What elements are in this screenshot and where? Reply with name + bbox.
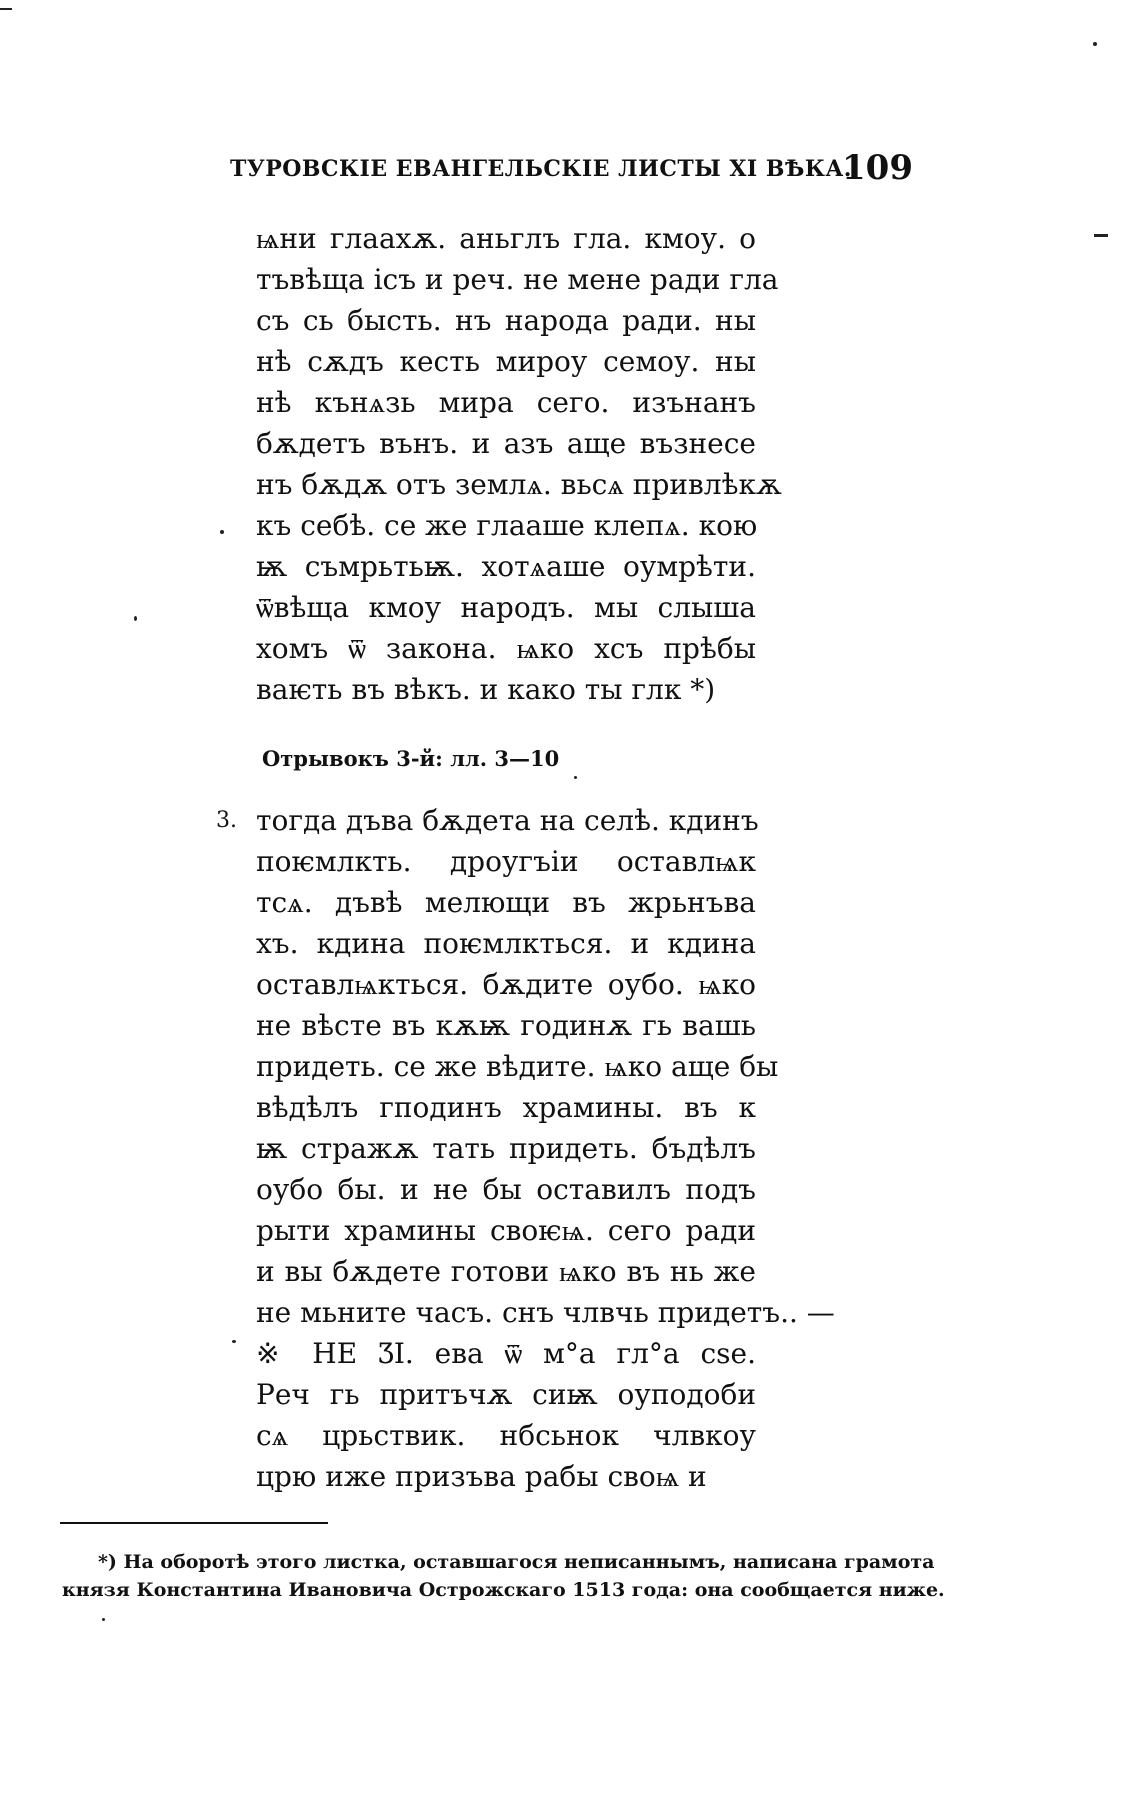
scan-speck [134,616,137,621]
text-line: тъвѣща ісъ и реч. не мене ради гла [256,263,779,296]
text-line: ваѥть въ вѣкъ. и како ты глк *) [256,673,716,706]
text-line: не вѣсте въ кѫѭ годинѫ гь вашь [256,1009,756,1042]
text-line: поѥмлкть. дроугъіи оставлѩк [256,845,756,878]
text-line: црю иже призъва рабы своѩ и [256,1460,707,1493]
text-line: сѧ црьствик. нбсьнок члвкоу [256,1419,756,1452]
scan-speck [1093,42,1097,46]
text-line: нѣ сѫдъ кесть мироу семоу. ны [256,345,756,378]
text-line: къ себѣ. се же глааше клепѧ. кою [256,509,758,542]
text-line: ※ НЕ ƷІ. ева ѿ м°а гл°а сѕе. [256,1337,756,1370]
scan-speck [102,1618,105,1621]
text-line: ѿвѣща кмоу народъ. мы слыша [256,591,756,624]
text-line: тогда дъва бѫдета на селѣ. кдинъ [256,804,759,837]
verse-number: 3. [216,808,237,833]
scan-mark [0,8,12,10]
text-line: придеть. се же вѣдите. ѩко аще бы [256,1050,779,1083]
footnote-line: *) На оборотѣ этого листка, оставшагося неписаннымъ, написана грамота [98,1551,935,1573]
text-line: рыти храмины своѥѩ. сего ради [256,1214,756,1247]
text-line: и вы бѫдете готови ѩко въ нь же [256,1255,756,1288]
text-line: хъ. кдина поѥмлкться. и кдина [256,927,756,960]
text-line: Реч гь притъчѫ сиѭ оуподоби [256,1378,756,1411]
text-line: ѭ съмрьтьѭ. хотѧаше оумрѣти. [256,550,756,583]
fragment-heading: Отрывокъ 3-й: лл. 3—10 [262,746,560,771]
scan-mark [1094,234,1108,237]
text-line: оубо бы. и не бы оставилъ подъ [256,1173,756,1206]
text-line: тсѧ. дъвѣ мелющи въ жрьнъва [256,886,756,919]
text-line: бѫдетъ вънъ. и азъ аще възнесе [256,427,756,460]
scan-speck [232,1340,236,1343]
text-line: ѭ стражѫ тать придеть. бъдѣлъ [256,1132,756,1165]
scan-speck [220,530,224,534]
passage-1 [256,218,782,710]
footnote-rule [60,1522,328,1524]
text-line: съ сь бысть. нъ народа ради. ны [256,304,756,337]
scan-speck [574,776,577,779]
text-line: оставлѩкться. бѫдите оубо. ѩко [256,968,756,1001]
text-line: ѩни глаахѫ. аньглъ гла. кмоу. о [256,222,756,255]
text-line: вѣдѣлъ гподинъ храмины. въ к [256,1091,756,1124]
passage-2 [256,800,835,1497]
text-line: хомъ ѿ закона. ѩко хсъ прѣбы [256,632,756,665]
running-title: ТУРОВСКІЕ ЕВАНГЕЛЬСКІЕ ЛИСТЫ XI ВѢКА. [230,156,852,182]
footnote-line: князя Константина Ивановича Острожскаго 1513 года: она сообщается ниже. [62,1579,945,1601]
text-line: нѣ кънѧзь мира сего. изънанъ [256,386,756,419]
footnote [62,1548,945,1604]
text-line: не мьните часъ. снъ члвчь придетъ.. — [256,1296,835,1329]
page-number: 109 [842,148,913,188]
text-line: нъ бѫдѫ отъ землѧ. вьсѧ привлѣкѫ [256,468,782,501]
